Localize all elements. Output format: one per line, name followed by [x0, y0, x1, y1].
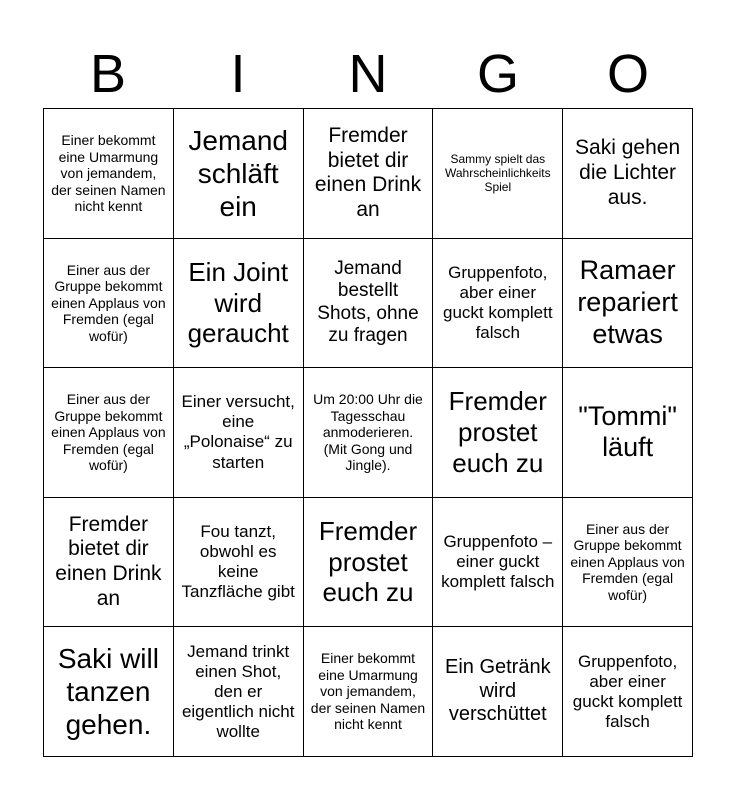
bingo-cell[interactable] — [174, 239, 304, 369]
bingo-cell[interactable] — [433, 239, 563, 369]
bingo-cell-text: Fou tanzt, obwohl es keine Tanzfläche gibt — [181, 522, 295, 602]
bingo-cell[interactable] — [44, 498, 174, 628]
header-letter-o: O — [606, 44, 649, 104]
bingo-cell-text: Jemand schläft ein — [188, 124, 288, 222]
bingo-cell-text: Einer bekommt eine Umarmung von jemandem, der seinen Namen nicht kennt — [310, 650, 426, 733]
bingo-cell-text: Gruppenfoto, aber einer guckt komplett falsch — [442, 262, 553, 342]
bingo-cell[interactable] — [174, 109, 304, 239]
bingo-cell-text: Gruppenfoto, aber einer guckt komplett falsch — [572, 651, 683, 731]
bingo-cell[interactable] — [304, 239, 434, 369]
bingo-cell[interactable] — [304, 498, 434, 628]
bingo-cell[interactable] — [44, 368, 174, 498]
bingo-cell-text: Gruppenfoto – einer guckt komplett falsch — [441, 532, 555, 592]
bingo-cell-text: Fremder prostet euch zu — [318, 516, 418, 608]
bingo-cell-text: Einer aus der Gruppe bekommt einen Applaus von Fremden (egal wofür) — [51, 391, 166, 474]
header-letter-b: B — [89, 44, 127, 104]
bingo-cell[interactable] — [433, 498, 563, 628]
bingo-cell-text: Fremder bietet dir einen Drink an — [55, 512, 162, 610]
bingo-cell-text: Einer versucht, eine „Polonaise“ zu starten — [181, 392, 295, 472]
bingo-cell[interactable] — [174, 627, 304, 757]
header-letter-n: N — [348, 44, 388, 104]
bingo-cell[interactable] — [563, 368, 693, 498]
bingo-cell-text: Ein Getränk wird verschüttet — [444, 656, 551, 726]
bingo-cell[interactable] — [44, 627, 174, 757]
bingo-cell[interactable] — [433, 109, 563, 239]
bingo-cell-text: Saki will tanzen gehen. — [57, 643, 159, 741]
bingo-cell-text: Fremder bietet dir einen Drink an — [314, 123, 422, 222]
bingo-cell-text: Ramaer repariert etwas — [577, 255, 678, 349]
bingo-cell-text: "Tommi" läuft — [578, 400, 677, 463]
bingo-cell-text: Einer aus der Gruppe bekommt einen Applaus von Fremden (egal wofür) — [51, 261, 166, 344]
bingo-cell-text: Ein Joint wird geraucht — [187, 256, 289, 349]
bingo-cell[interactable] — [433, 368, 563, 498]
bingo-cell-text: Um 20:00 Uhr die Tagesschau anmoderieren. (Mit Gong und Jingle). — [313, 391, 423, 474]
bingo-cell-text: Jemand trinkt einen Shot, den er eigentlich nicht wollte — [181, 641, 295, 741]
bingo-cell[interactable] — [563, 627, 693, 757]
bingo-cell[interactable] — [563, 109, 693, 239]
bingo-cell[interactable] — [563, 239, 693, 369]
bingo-cell[interactable] — [433, 627, 563, 757]
bingo-cell-text: Einer bekommt eine Umarmung von jemandem, der seinen Namen nicht kennt — [51, 132, 166, 215]
bingo-board — [43, 108, 693, 757]
bingo-cell-text: Saki gehen die Lichter aus. — [575, 136, 681, 209]
bingo-cell-text: Sammy spielt das Wahrscheinlichkeits Spiel — [444, 152, 551, 195]
bingo-cell[interactable] — [304, 368, 434, 498]
bingo-cell-text: Einer aus der Gruppe bekommt einen Applaus von Fremden (egal wofür) — [570, 520, 685, 603]
bingo-cell[interactable] — [174, 498, 304, 628]
bingo-cell[interactable] — [563, 498, 693, 628]
bingo-cell[interactable] — [304, 627, 434, 757]
bingo-header — [43, 40, 693, 108]
bingo-cell[interactable] — [44, 239, 174, 369]
bingo-cell-text: Fremder prostet euch zu — [448, 386, 547, 478]
bingo-cell[interactable] — [174, 368, 304, 498]
header-letter-i: I — [230, 44, 246, 104]
bingo-cell-text: Jemand bestellt Shots, ohne zu fragen — [317, 258, 419, 347]
header-letter-g: G — [476, 44, 519, 104]
bingo-cell[interactable] — [44, 109, 174, 239]
bingo-cell[interactable] — [304, 109, 434, 239]
